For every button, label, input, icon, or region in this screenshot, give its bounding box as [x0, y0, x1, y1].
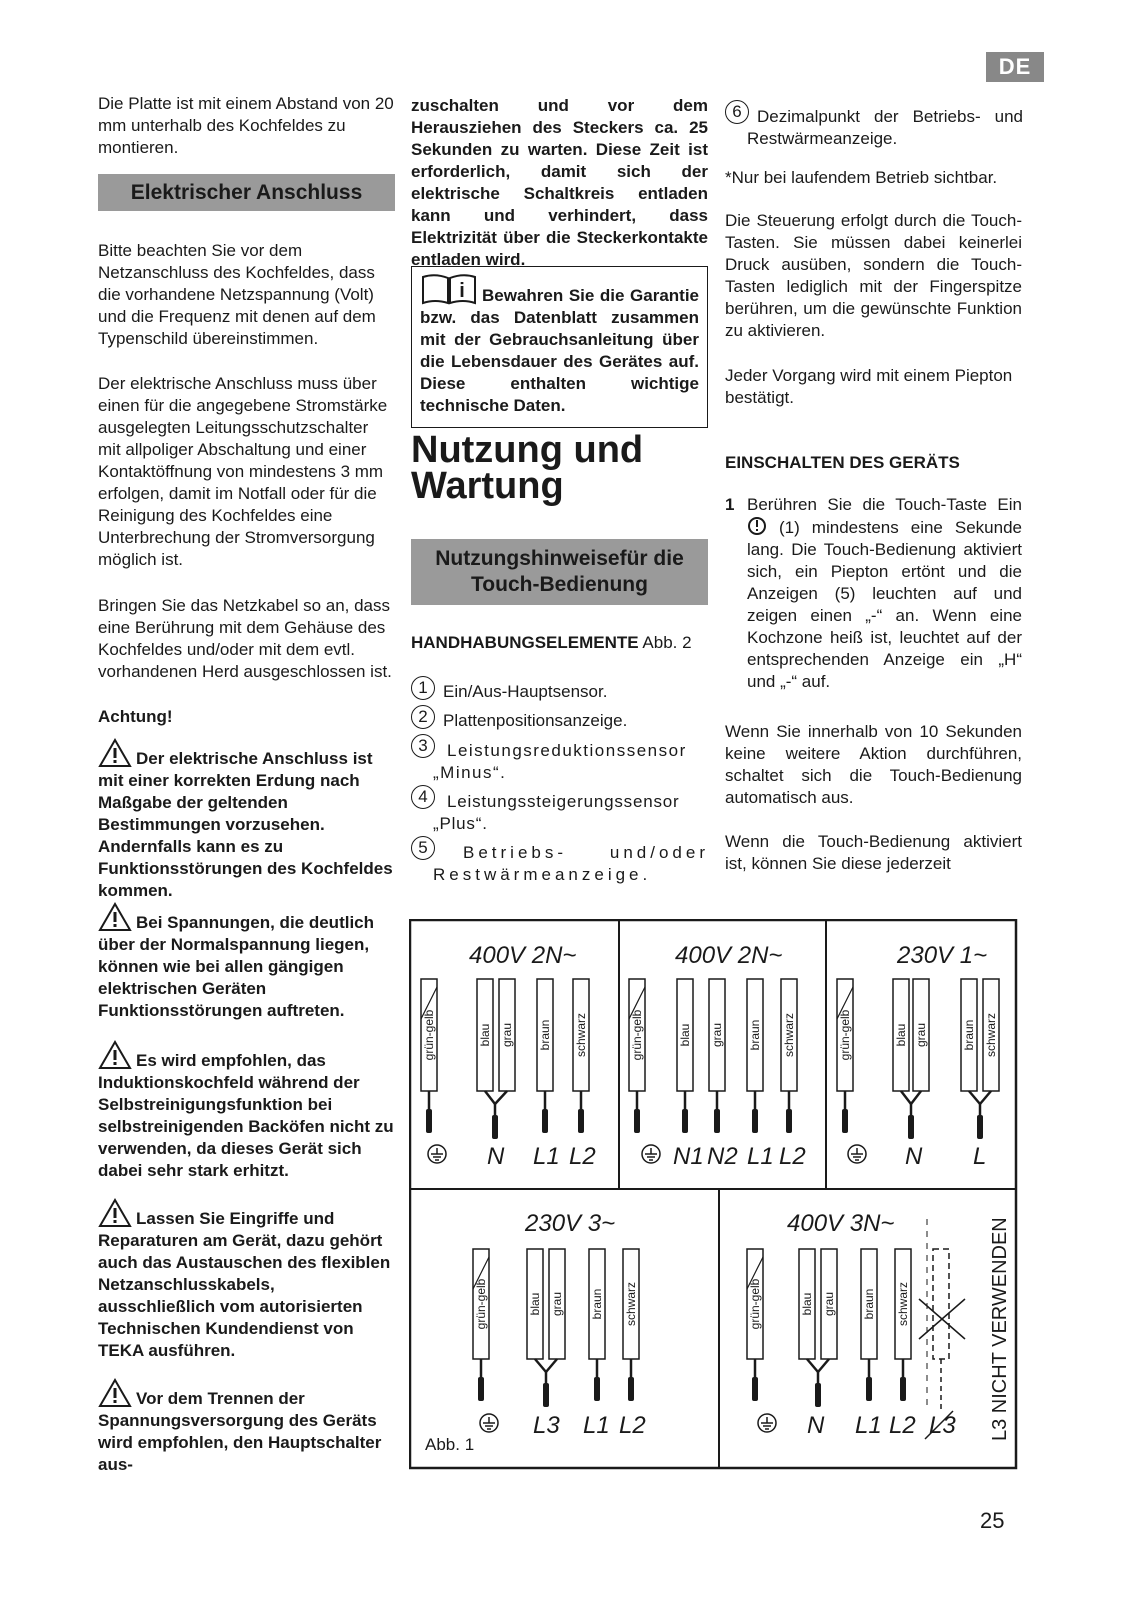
terminal-label: L2 — [779, 1143, 806, 1170]
wire — [893, 979, 909, 1091]
wire-ferrule — [752, 1109, 758, 1133]
wire-label: blau — [800, 1292, 814, 1316]
warning-icon — [98, 738, 132, 768]
wire-ferrule — [815, 1383, 821, 1407]
wire-ferrule — [682, 1109, 688, 1133]
list-item — [411, 734, 711, 784]
panel-title: 230V 1~ — [897, 942, 988, 969]
wire-label: grün-gelb — [474, 1278, 488, 1330]
wire-label: braun — [962, 1019, 976, 1051]
wire-ferrule — [543, 1383, 549, 1407]
step-text-a: Berühren Sie die Touch-Taste Ein — [747, 495, 1022, 514]
figure-caption: Abb. 1 — [425, 1435, 475, 1454]
terminal-label: N2 — [707, 1143, 738, 1170]
footnote: *Nur bei laufendem Betrieb sichtbar. — [725, 168, 998, 187]
einschalten-heading: EINSCHALTEN DES GERÄTS — [725, 453, 960, 472]
wire — [799, 1249, 815, 1359]
wire-label: braun — [862, 1288, 876, 1320]
svg-text:i: i — [459, 280, 465, 302]
wire — [537, 979, 553, 1091]
terminal-label: L1 — [747, 1143, 774, 1170]
section-title-elektrischer-anschluss — [98, 174, 395, 211]
item-text: Ein/Aus-Hauptsensor. — [443, 682, 608, 701]
info-text: Bewahren Sie die Garantie bzw. das Datenblatt zusammen mit der Gebrauchsanleitung über die Lebensdauer des Gerätes auf. Diese enthalten wichtige technische Daten. — [420, 286, 699, 415]
wire-ferrule — [900, 1377, 906, 1401]
info-box — [411, 266, 708, 428]
wire — [781, 979, 797, 1091]
panel-title: 230V 3~ — [525, 1210, 616, 1237]
list-item — [411, 705, 711, 731]
warning-1 — [98, 738, 395, 902]
intro-text: Die Platte ist mit einem Abstand von 20 mm unterhalb des Kochfeldes zu montieren. — [98, 94, 394, 157]
wire — [913, 979, 929, 1091]
heading-line-2: Wartung — [411, 465, 564, 507]
wire — [477, 979, 493, 1091]
list-item — [411, 676, 711, 702]
warning-icon — [98, 1378, 132, 1408]
wire-ferrule — [478, 1377, 484, 1401]
language-badge: DE — [986, 52, 1044, 82]
wire-ferrule — [492, 1115, 498, 1139]
terminal-label: L — [973, 1143, 987, 1170]
wire-label: grau — [500, 1022, 514, 1048]
item-text: Leistungsreduktionssensor „Minus“. — [433, 741, 687, 782]
wire-label: grün-gelb — [838, 1009, 852, 1061]
item-text: Betriebs- und/oder Restwärmeanzeige. — [433, 843, 709, 884]
wire — [589, 1249, 605, 1359]
warning-icon — [98, 1198, 132, 1228]
touch-paragraph-1: Die Steuerung erfolgt durch die Touch-Tasten. Sie müssen dabei keinerlei Druck ausüben, sondern die Touch-Tasten lediglich mit der Fingerspitze berühren, um die gewünschte Funktion zu aktivieren. — [725, 211, 1022, 340]
wire — [895, 1249, 911, 1359]
terminal-label: N — [807, 1412, 825, 1439]
wire — [573, 979, 589, 1091]
wire-label: grau — [710, 1022, 724, 1048]
wire-label: braun — [538, 1019, 552, 1051]
touch-paragraph-3: Wenn Sie innerhalb von 10 Sekunden keine weitere Aktion durchführen, schaltet sich die Touch-Bedienung automatisch aus. — [725, 722, 1022, 807]
anschluss-paragraph-1: Bitte beachten Sie vor dem Netzanschluss des Kochfeldes, dass die vorhandene Netzspannung (Volt) und die Frequenz mit denen auf dem Typenschild übereinstimmen. — [98, 241, 376, 348]
l3-nicht-verwenden-label: L3 NICHT VERWENDEN — [989, 1217, 1011, 1441]
box-line-1: Nutzungshinweisefür die — [435, 547, 684, 570]
warning-icon — [98, 1040, 132, 1070]
wire-label: schwarz — [896, 1281, 910, 1327]
wire — [623, 1249, 639, 1359]
wire-label: braun — [748, 1019, 762, 1051]
handhabung-ref: Abb. 2 — [638, 633, 692, 652]
warning-icon — [98, 902, 132, 932]
wire — [861, 1249, 877, 1359]
item-number: 5 — [411, 836, 435, 860]
box-line-2: Touch-Bedienung — [471, 573, 648, 596]
wire — [747, 1249, 763, 1359]
warning-3-text: Es wird empfohlen, das Induktionskochfeld während der Selbstreinigungsfunktion bei selbstreinigenden Backöfen nicht zu verwenden, da dieses Gerät sich dabei sehr stark erhitzt. — [98, 1051, 394, 1180]
section-title-touch-bedienung — [411, 539, 708, 605]
wire-label: grau — [822, 1291, 836, 1317]
warning-4-text: Lassen Sie Eingriffe und Reparaturen am Gerät, dazu gehört auch das Austauschen des flexiblen Netzanschlusskabels, ausschließlich vom autorisierten Technischen Kundendienst von TEKA ausführen. — [98, 1209, 391, 1360]
wire-ferrule — [542, 1109, 548, 1133]
wire-label: blau — [478, 1023, 492, 1047]
wiring-diagram — [409, 919, 1019, 1471]
wire-ferrule — [786, 1109, 792, 1133]
wire-label: schwarz — [624, 1281, 638, 1327]
wire-label: grün-gelb — [630, 1009, 644, 1061]
wire-label: blau — [678, 1023, 692, 1047]
wire-label: braun — [590, 1288, 604, 1320]
wire-ferrule — [977, 1115, 983, 1139]
wire — [961, 979, 977, 1091]
terminal-label: L3 — [929, 1412, 956, 1439]
wire — [747, 979, 763, 1091]
wire-label: schwarz — [574, 1012, 588, 1058]
step-number: 1 — [725, 495, 735, 514]
terminal-label: L1 — [583, 1412, 610, 1439]
wire-ferrule — [714, 1109, 720, 1133]
wire — [709, 979, 725, 1091]
warning-2-text: Bei Spannungen, die deutlich über der Normalspannung liegen, können wie bei allen gängigen elektrischen Geräten Funktionsstörungen auftreten. — [98, 913, 375, 1020]
terminal-label: L2 — [619, 1412, 646, 1439]
wire-ferrule — [594, 1377, 600, 1401]
wire — [499, 979, 515, 1091]
wire-label: grün-gelb — [422, 1009, 436, 1061]
list-item — [725, 100, 1025, 150]
achtung-label: Achtung! — [98, 707, 173, 726]
warning-4 — [98, 1198, 395, 1362]
wire-label: grün-gelb — [748, 1278, 762, 1330]
list-item — [411, 785, 711, 835]
terminal-label: N — [905, 1143, 923, 1170]
item-number: 6 — [725, 100, 749, 124]
wire-label: schwarz — [782, 1012, 796, 1058]
list-item — [411, 836, 711, 886]
panel-title: 400V 2N~ — [675, 942, 783, 969]
panel-title: 400V 3N~ — [787, 1210, 895, 1237]
anschluss-paragraph-2: Der elektrische Anschluss muss über einen für die angegebene Stromstärke ausgelegten Leitungsschutzschalter mit allpoliger Abschaltung und einer Kontaktöffnung von mindestens 3 mm erfolgen, damit im Notfall oder für die Reinigung des Kochfeldes eine Unterbrechung der Stromversorgung möglich ist. — [98, 374, 388, 569]
item-text: Leistungssteigerungssensor „Plus“. — [433, 792, 680, 833]
wire-label: grau — [550, 1291, 564, 1317]
wire — [837, 979, 853, 1091]
item-text: Plattenpositionsanzeige. — [443, 711, 628, 730]
power-icon — [747, 516, 767, 536]
wire — [527, 1249, 543, 1359]
wire — [629, 979, 645, 1091]
warning-3 — [98, 1040, 395, 1182]
item-number: 3 — [411, 734, 435, 758]
wire-ferrule — [842, 1109, 848, 1133]
wire-ferrule — [628, 1377, 634, 1401]
manual-info-icon — [420, 273, 478, 305]
wiring-figure — [409, 919, 1019, 1471]
warning-5 — [98, 1378, 395, 1476]
item-number: 1 — [411, 676, 435, 700]
terminal-label: L1 — [533, 1143, 560, 1170]
item-text: Dezimalpunkt der Betriebs- und Restwärmeanzeige. — [747, 107, 1023, 148]
warning-2 — [98, 902, 395, 1022]
terminal-label: L2 — [889, 1412, 916, 1439]
handhabung-bold: HANDHABUNGSELEMENTE — [411, 633, 639, 652]
wire-ferrule — [752, 1377, 758, 1401]
item-number: 2 — [411, 705, 435, 729]
wire-label: blau — [894, 1023, 908, 1047]
handhabung-heading — [411, 632, 711, 654]
wire — [821, 1249, 837, 1359]
wire-label: blau — [528, 1292, 542, 1316]
item-number: 4 — [411, 785, 435, 809]
warning-5-text: Vor dem Trennen der Spannungsversorgung des Geräts wird empfohlen, den Hauptschalter aus- — [98, 1389, 382, 1474]
wire-ferrule — [866, 1377, 872, 1401]
wire-ferrule — [578, 1109, 584, 1133]
wire — [421, 979, 437, 1091]
heading-line-1: Nutzung und — [411, 429, 644, 471]
page-number: 25 — [980, 1508, 1005, 1533]
wire — [677, 979, 693, 1091]
wire — [549, 1249, 565, 1359]
section-title-text: Elektrischer Anschluss — [130, 180, 363, 204]
terminal-label: L1 — [855, 1412, 882, 1439]
anschluss-paragraph-3: Bringen Sie das Netzkabel so an, dass eine Berührung mit dem Gehäuse des Kochfeldes und/oder mit dem evtl. vorhandenen Herd ausgeschlossen ist. — [98, 596, 392, 681]
terminal-label: L2 — [569, 1143, 596, 1170]
wire-ferrule — [908, 1115, 914, 1139]
touch-paragraph-2: Jeder Vorgang wird mit einem Piepton bestätigt. — [725, 366, 1013, 407]
wire-ferrule — [634, 1109, 640, 1133]
wire-ferrule — [426, 1109, 432, 1133]
panel-title: 400V 2N~ — [469, 942, 577, 969]
section-heading-nutzung — [411, 429, 711, 507]
wire-label: schwarz — [984, 1012, 998, 1058]
wire-label: grau — [914, 1022, 928, 1048]
touch-paragraph-4: Wenn die Touch-Bedienung aktiviert ist, können Sie diese jederzeit — [725, 832, 1022, 873]
warning-5-continuation: zuschalten und vor dem Herausziehen des Steckers ca. 25 Sekunden zu warten. Diese Zeit ist erforderlich, damit sich der elektrische Schaltkreis entladen kann und verhindert, dass Elektrizität über die Steckerkontakte entladen wird. — [411, 96, 708, 269]
terminal-label: N1 — [673, 1143, 704, 1170]
warning-1-text: Der elektrische Anschluss ist mit einer korrekten Erdung nach Maßgabe der geltenden Bestimmungen vorzusehen. Andernfalls kann es zu Funktionsstörungen des Kochfeldes kommen. — [98, 749, 393, 900]
terminal-label: N — [487, 1143, 505, 1170]
wire — [473, 1249, 489, 1359]
wire — [983, 979, 999, 1091]
step-text-b: (1) mindestens eine Sekunde lang. Die Touch-Bedienung aktiviert sich, ein Piepton ertönt und die Anzeigen (5) leuchten auf und zeigen einen „-“ an. Wenn eine Kochzone heiß ist, leuchtet auf der entsprechenden Anzeige ein „H“ und „-“ auf. — [747, 518, 1022, 691]
terminal-label: L3 — [533, 1412, 560, 1439]
